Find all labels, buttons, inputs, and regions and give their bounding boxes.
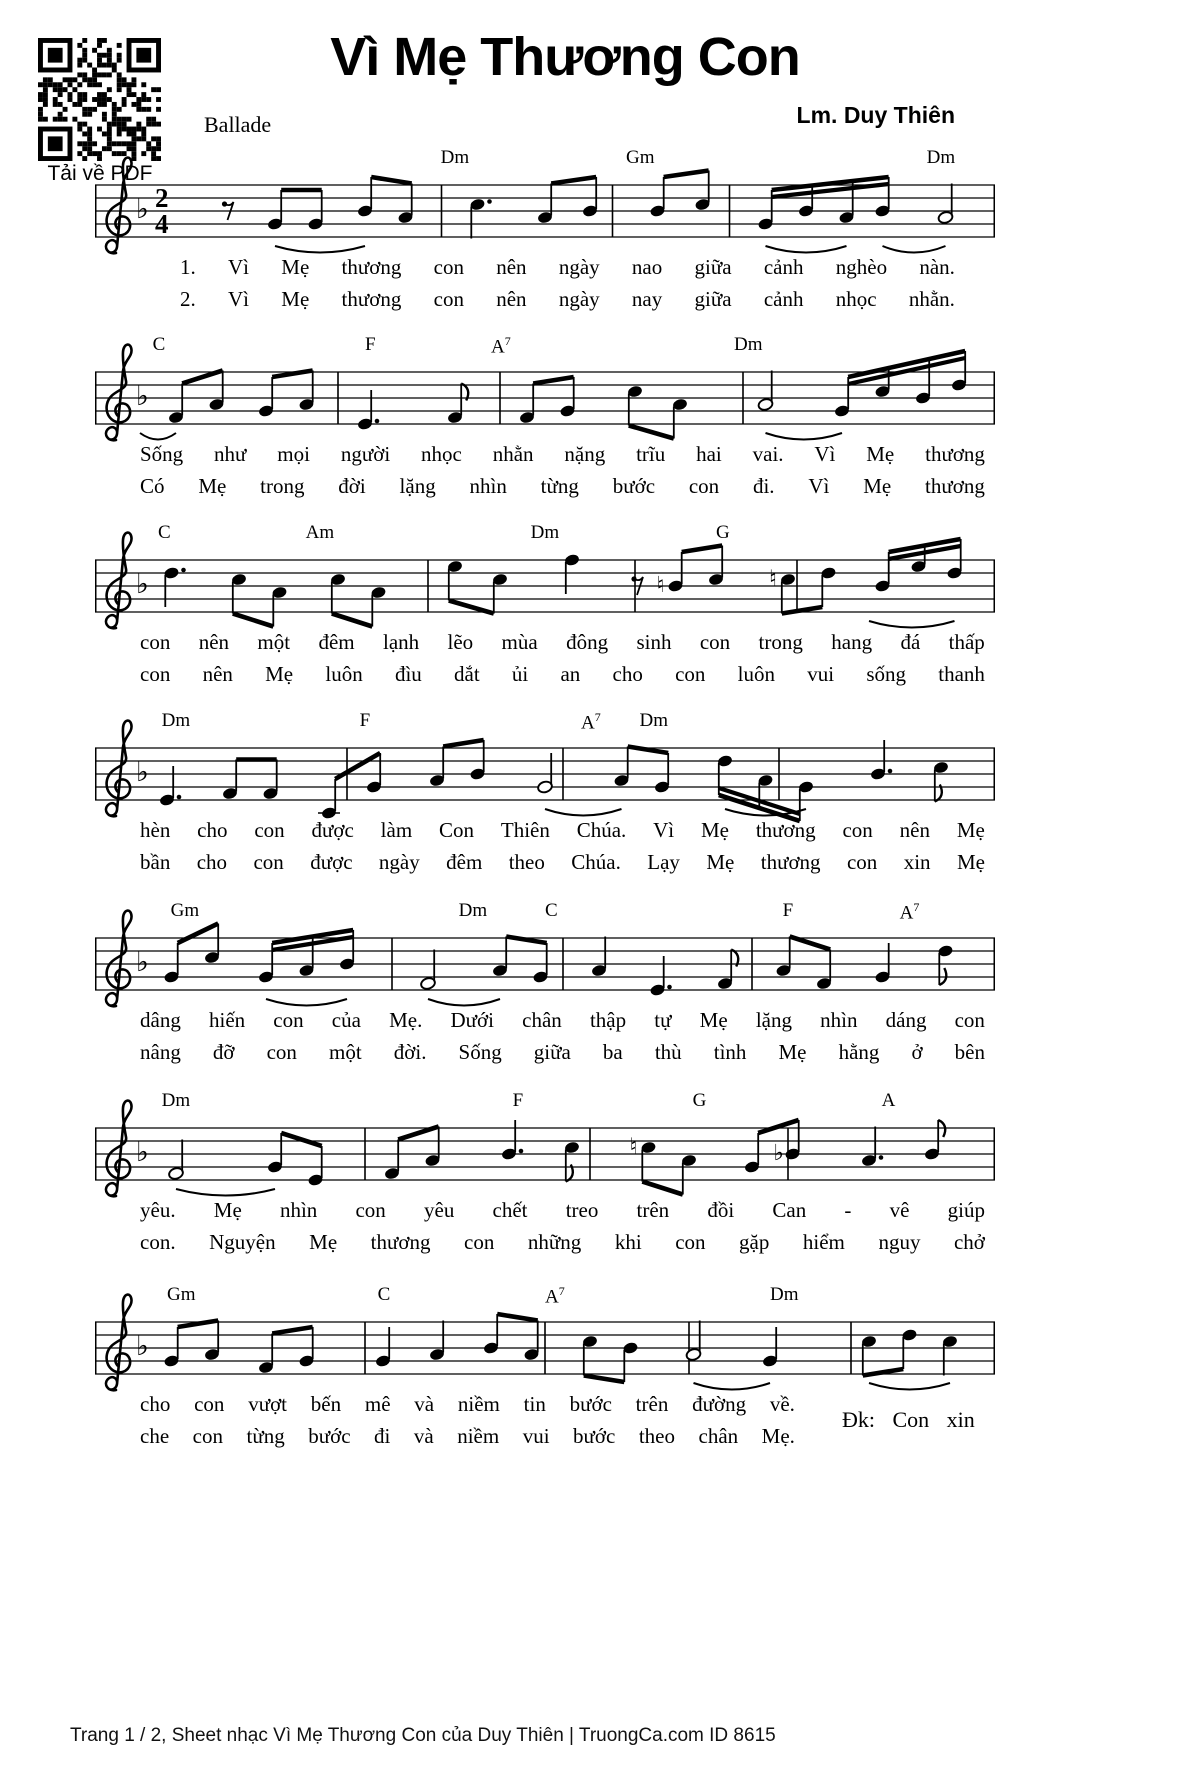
lyric-word: được — [311, 818, 354, 842]
lyric-word: bước — [308, 1424, 351, 1448]
lyric-word: một — [329, 1040, 362, 1064]
chord-label: G — [692, 1090, 707, 1111]
lyric-word: và — [413, 1424, 434, 1448]
chord-label: F — [782, 900, 794, 921]
lyric-word: cảnh — [763, 255, 804, 279]
lyric-word: ủi — [511, 662, 529, 686]
lyric-word: nhìn — [279, 1198, 318, 1222]
lyric-word: Có — [140, 474, 165, 498]
lyric-line-verse1 — [140, 441, 985, 467]
lyric-word: làm — [380, 818, 413, 842]
lyric-word: nhìn — [469, 474, 507, 498]
lyric-word: Mẹ — [281, 255, 310, 279]
lyric-word: ngày — [378, 850, 420, 874]
lyric-word: che — [140, 1424, 170, 1448]
lyric-line-verse1 — [140, 1391, 795, 1417]
lyric-word: Mẹ — [956, 850, 985, 874]
lyric-word: xin — [903, 850, 931, 874]
lyric-word: nặng — [564, 442, 606, 466]
system-5 — [0, 893, 1200, 1073]
lyric-word: hai — [696, 442, 722, 466]
lyric-word: con — [699, 630, 731, 654]
lyric-word: chết — [492, 1198, 528, 1222]
lyric-word: niềm — [457, 1392, 500, 1416]
svg-text:♭: ♭ — [773, 1141, 784, 1166]
lyric-word: tình — [713, 1040, 747, 1064]
lyric-word: từng — [246, 1424, 285, 1448]
lyric-word: dáng — [885, 1008, 927, 1032]
lyric-line-verse2 — [140, 1039, 985, 1065]
lyric-word: khi — [614, 1230, 642, 1254]
chord-label: Dm — [734, 334, 763, 355]
chorus-marker: Đk: Con xin — [842, 1407, 975, 1432]
lyric-word: lặng — [399, 474, 436, 498]
lyric-word: tin — [523, 1392, 546, 1416]
lyric-word: nhằn — [492, 442, 534, 466]
lyric-word: nao — [631, 255, 663, 279]
lyric-word: cho — [612, 662, 643, 686]
chord-seventh: 7 — [594, 710, 601, 724]
chord-label: Dm — [530, 522, 560, 543]
lyric-word: đêm — [446, 850, 483, 874]
chord-label: Dm — [161, 1090, 191, 1111]
lyric-word: hiểm — [802, 1230, 845, 1254]
chord-label: Dm — [926, 147, 956, 168]
lyric-word: từng — [540, 474, 579, 498]
svg-text:♮: ♮ — [629, 1134, 638, 1160]
lyric-word: nên — [202, 662, 233, 686]
lyric-word: Mẹ — [281, 287, 310, 311]
lyric-word: Vì — [653, 818, 675, 842]
chord-label: F — [512, 1090, 524, 1111]
lyric-word: con — [192, 1424, 223, 1448]
lyric-word: nên — [198, 630, 230, 654]
lyric-word: Mẹ — [778, 1040, 807, 1064]
lyric-word: đời — [338, 474, 366, 498]
lyric-word: thương — [925, 442, 985, 466]
lyric-word: đỡ — [212, 1040, 235, 1064]
lyric-word: Mẹ. — [761, 1424, 795, 1448]
svg-text:♮: ♮ — [656, 573, 665, 598]
svg-text:♭: ♭ — [136, 1331, 149, 1362]
lyric-word: con — [675, 1230, 706, 1254]
chord-label: Am — [305, 522, 335, 543]
lyric-word: con — [433, 255, 464, 279]
lyric-word: đi. — [752, 474, 775, 498]
lyric-word: ngày — [558, 255, 600, 279]
lyric-word: giữa — [694, 287, 732, 311]
lyric-word: mùa — [501, 630, 538, 654]
lyric-word: nhìn — [820, 1008, 858, 1032]
chord-label: C — [152, 334, 166, 355]
lyric-word: luôn — [325, 662, 363, 686]
lyric-word: giữa — [533, 1040, 571, 1064]
lyric-word: gặp — [739, 1230, 770, 1254]
lyric-word: 2. — [180, 287, 196, 311]
lyric-word: hang — [831, 630, 873, 654]
chord-label: $A^7$ — [581, 710, 601, 734]
lyric-word: Dưới — [450, 1008, 494, 1032]
lyric-word: Vì — [808, 474, 830, 498]
lyric-line-verse1 — [140, 817, 985, 843]
lyric-line-verse2 — [140, 473, 985, 499]
lyric-word: con — [273, 1008, 304, 1032]
lyric-word: đìu — [394, 662, 422, 686]
lyric-word: 1. — [180, 255, 196, 279]
lyric-word: Mẹ — [866, 442, 895, 466]
lyric-word: bước — [573, 1424, 616, 1448]
system-2 — [0, 327, 1200, 507]
lyric-line-verse2 — [140, 661, 985, 687]
lyric-word: thanh — [938, 662, 985, 686]
lyric-word: Mẹ — [198, 474, 227, 498]
lyric-line-verse2 — [180, 286, 955, 312]
lyric-word: yêu — [424, 1198, 455, 1222]
lyric-word: vê — [889, 1198, 910, 1222]
lyric-word: Thiên — [500, 818, 550, 842]
lyric-word: con — [194, 1392, 225, 1416]
lyric-word: của — [331, 1008, 361, 1032]
lyric-word: đường — [692, 1392, 747, 1416]
lyric-word: nàn. — [919, 255, 955, 279]
chord-label: A — [881, 1090, 896, 1111]
lyric-word: Chúa. — [576, 818, 627, 842]
lyric-word: đông — [566, 630, 609, 654]
chord-label: Gm — [626, 147, 655, 168]
lyric-word: ba — [602, 1040, 623, 1064]
chord-label: Gm — [167, 1284, 196, 1305]
lyric-word: Chúa. — [571, 850, 621, 874]
chord-seventh: 7 — [913, 900, 920, 914]
lyric-word: đồi — [707, 1198, 735, 1222]
chord-label: F — [365, 334, 376, 355]
lyric-word: Nguyện — [209, 1230, 276, 1254]
lyric-word: luôn — [737, 662, 776, 686]
svg-text:2: 2 — [155, 183, 169, 213]
svg-text:♭: ♭ — [136, 1137, 149, 1168]
lyric-word: con — [846, 850, 878, 874]
lyric-word: Con — [439, 818, 475, 842]
composer-name: Lm. Duy Thiên — [796, 102, 955, 128]
lyric-word: nhọc — [421, 442, 462, 466]
lyric-word: Mẹ — [699, 1008, 728, 1032]
lyric-word: cho — [197, 818, 228, 842]
lyric-word: vui — [522, 1424, 550, 1448]
lyric-word: thương — [760, 850, 821, 874]
lyric-word: nâng — [140, 1040, 181, 1064]
lyric-line-verse1 — [180, 254, 955, 280]
chord-label: G — [716, 522, 730, 543]
lyric-word: cho — [140, 1392, 171, 1416]
lyric-word: lặng — [755, 1008, 792, 1032]
lyric-word: nhọc — [835, 287, 877, 311]
system-3 — [0, 515, 1200, 695]
lyric-word: bần — [140, 850, 171, 874]
lyric-word: dắt — [454, 662, 480, 686]
lyric-word: Mẹ — [700, 818, 729, 842]
lyric-word: nên — [496, 287, 527, 311]
lyric-word: con — [266, 1040, 297, 1064]
lyric-word: Vì — [228, 255, 250, 279]
lyric-word: con — [688, 474, 720, 498]
lyric-word: những — [527, 1230, 582, 1254]
lyric-word: con — [842, 818, 873, 842]
chord-label: $A^7$ — [491, 334, 511, 358]
lyric-word: đêm — [318, 630, 355, 654]
lyric-word: đời. — [393, 1040, 427, 1064]
lyric-line-verse2 — [140, 1229, 985, 1255]
lyric-word: đi — [374, 1424, 391, 1448]
chord-label: Dm — [161, 710, 191, 731]
lyric-word: hằng — [838, 1040, 880, 1064]
lyric-line-verse1 — [140, 1197, 985, 1223]
lyric-word: nên — [496, 255, 527, 279]
lyric-word: thương — [755, 818, 816, 842]
chord-label: Dm — [458, 900, 488, 921]
lyric-word: bước — [612, 474, 656, 498]
svg-text:♭: ♭ — [136, 194, 149, 225]
lyric-word: theo — [638, 1424, 675, 1448]
lyric-word: nguy — [878, 1230, 921, 1254]
lyric-word: con — [675, 662, 706, 686]
lyric-word: cảnh — [763, 287, 804, 311]
lyric-word: Sống — [140, 442, 184, 466]
lyric-line-verse2 — [140, 849, 985, 875]
lyric-word: nên — [899, 818, 930, 842]
lyric-word: được — [310, 850, 353, 874]
lyric-word: - — [844, 1198, 852, 1222]
lyric-word: Mẹ — [706, 850, 735, 874]
system-4 — [0, 703, 1200, 883]
lyric-word: chân — [522, 1008, 562, 1032]
lyric-word: ở — [911, 1040, 923, 1064]
lyric-word: thập — [589, 1008, 627, 1032]
lyric-word: và — [414, 1392, 435, 1416]
svg-text:♭: ♭ — [136, 381, 149, 412]
lyric-word: thương — [341, 287, 402, 311]
lyric-line-verse1 — [140, 629, 985, 655]
lyric-word: dâng — [140, 1008, 181, 1032]
lyric-word: thấp — [948, 630, 985, 654]
lyric-word: Mẹ — [309, 1230, 338, 1254]
lyric-word: vui — [807, 662, 835, 686]
lyric-word: con — [433, 287, 464, 311]
lyric-word: con. — [140, 1230, 176, 1254]
lyric-word: trong — [758, 630, 803, 654]
lyric-word: con — [140, 662, 171, 686]
chord-seventh: 7 — [504, 334, 511, 348]
lyric-word: con — [464, 1230, 495, 1254]
lyric-word: tự — [654, 1008, 672, 1032]
lyric-word: một — [257, 630, 291, 654]
lyric-word: thương — [370, 1230, 431, 1254]
svg-text:4: 4 — [155, 209, 169, 239]
download-pdf-link[interactable]: Tải về PDF — [47, 162, 153, 185]
lyric-word: thương — [925, 474, 985, 498]
chord-label: $A^7$ — [899, 900, 920, 924]
lyric-line-verse2 — [140, 1423, 795, 1449]
lyric-word: lạnh — [382, 630, 420, 654]
chord-label: C — [377, 1284, 391, 1305]
lyric-word: trong — [260, 474, 305, 498]
chord-label: $A^7$ — [545, 1284, 565, 1308]
lyric-word: sinh — [636, 630, 672, 654]
chord-label: Gm — [170, 900, 200, 921]
lyric-word: bên — [954, 1040, 985, 1064]
chord-label: Dm — [639, 710, 668, 731]
lyric-word: Mẹ — [863, 474, 892, 498]
lyric-word: vai. — [752, 442, 784, 466]
lyric-word: Mẹ — [213, 1198, 242, 1222]
lyric-word: Can — [772, 1198, 807, 1222]
lyric-word: an — [560, 662, 581, 686]
system-7 — [0, 1277, 1200, 1457]
system-1 — [0, 140, 1200, 320]
chord-label: Dm — [770, 1284, 799, 1305]
lyric-word: nghèo — [835, 255, 888, 279]
lyric-word: con — [254, 818, 285, 842]
lyric-word: về. — [769, 1392, 795, 1416]
system-6 — [0, 1083, 1200, 1263]
page-footer: Trang 1 / 2, Sheet nhạc Vì Mẹ Thương Con của Duy Thiên | TruongCa.com ID 8615 — [70, 1725, 776, 1746]
lyric-word: hèn — [140, 818, 171, 842]
chord-label: F — [359, 710, 371, 731]
chord-label: C — [545, 900, 558, 921]
lyric-word: đá — [900, 630, 921, 654]
lyric-word: Lạy — [647, 850, 680, 874]
lyric-word: nhằn. — [908, 287, 955, 311]
svg-text:♭: ♭ — [136, 757, 149, 788]
lyric-word: chân — [698, 1424, 739, 1448]
song-title: Vì Mẹ Thương Con — [330, 27, 800, 87]
lyric-word: nay — [631, 287, 663, 311]
svg-text:♭: ♭ — [136, 569, 149, 600]
lyric-line-verse1 — [140, 1007, 985, 1033]
chord-label: Dm — [440, 147, 470, 168]
chord-seventh: 7 — [558, 1284, 565, 1298]
lyric-word: Vì — [228, 287, 250, 311]
lyric-word: ngày — [558, 287, 600, 311]
lyric-word: vượt — [248, 1392, 288, 1416]
lyric-word: bến — [310, 1392, 342, 1416]
lyric-word: con — [253, 850, 284, 874]
lyric-word: giúp — [947, 1198, 985, 1222]
lyric-word: Mẹ — [956, 818, 985, 842]
svg-text:♭: ♭ — [136, 947, 149, 978]
lyric-word: yêu. — [140, 1198, 176, 1222]
lyric-word: Mẹ. — [389, 1008, 423, 1032]
lyric-word: niềm — [457, 1424, 500, 1448]
lyric-word: bước — [569, 1392, 612, 1416]
svg-text:♮: ♮ — [769, 566, 777, 592]
lyric-word: lẽo — [447, 630, 474, 654]
lyric-word: thương — [341, 255, 402, 279]
lyric-word: người — [340, 442, 391, 466]
tempo-label: Ballade — [204, 112, 272, 137]
lyric-word: cho — [196, 850, 228, 874]
chord-label: C — [158, 522, 171, 543]
lyric-word: Vì — [814, 442, 836, 466]
lyric-word: chở — [953, 1230, 985, 1254]
lyric-word: thù — [654, 1040, 682, 1064]
lyric-word: mê — [364, 1392, 391, 1416]
lyric-word: con — [140, 630, 171, 654]
lyric-word: trên — [636, 1198, 670, 1222]
lyric-word: trĩu — [636, 442, 666, 466]
lyric-word: trên — [635, 1392, 669, 1416]
lyric-word: sống — [866, 662, 907, 686]
lyric-word: hiến — [208, 1008, 246, 1032]
lyric-word: giữa — [694, 255, 732, 279]
lyric-word: mọi — [277, 442, 310, 466]
lyric-word: con — [355, 1198, 386, 1222]
lyric-word: Mẹ — [265, 662, 294, 686]
lyric-word: con — [954, 1008, 985, 1032]
lyric-word: theo — [508, 850, 545, 874]
lyric-word: Sống — [458, 1040, 502, 1064]
lyric-word: treo — [565, 1198, 599, 1222]
lyric-word: như — [214, 442, 247, 466]
